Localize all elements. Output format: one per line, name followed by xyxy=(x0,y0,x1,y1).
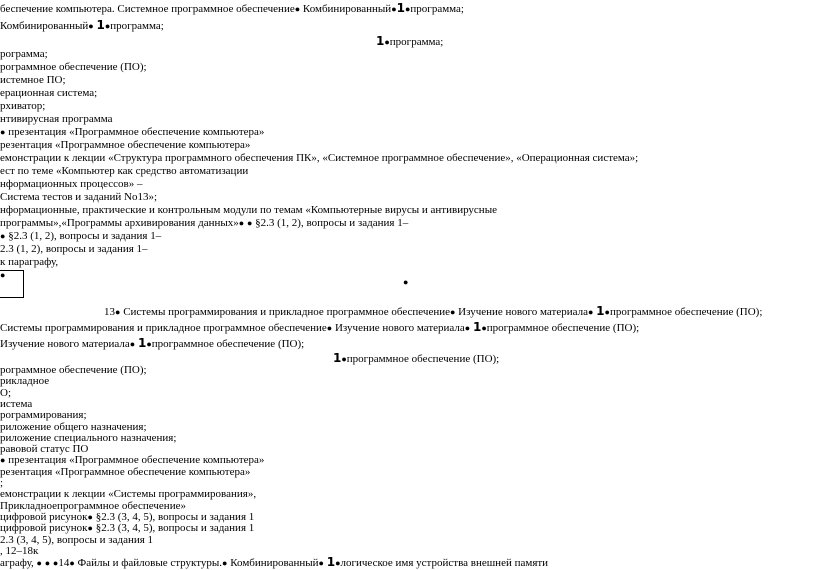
doc-line: Система тестов и заданий No13»; xyxy=(0,191,158,203)
bullet-icon: ● xyxy=(391,4,397,14)
bullet-icon: ● xyxy=(0,270,6,280)
doc-line: ерационная система; xyxy=(0,87,98,99)
table-cell-box xyxy=(0,270,24,298)
bullet-icon: ● xyxy=(69,558,75,568)
number-one-glyph: 1 xyxy=(596,304,605,318)
text-run: программное обеспечение (ПО); xyxy=(151,338,305,350)
doc-line xyxy=(0,19,164,33)
text-run: Файлы и файловые структуры. xyxy=(74,557,223,569)
doc-line: нтивирусная программа xyxy=(0,113,113,125)
text-run: 14 xyxy=(58,557,70,569)
doc-line: риложение общего назначения; xyxy=(0,421,147,433)
text-run: логическое имя устройства внешней памяти xyxy=(340,557,549,569)
number-one-glyph: 1 xyxy=(326,555,336,569)
doc-line: нформационные, практические и контрольным модули по темам «Компьютерные вирусы и антивирусные xyxy=(0,204,497,216)
text-run: программное обеспечение (ПО); xyxy=(609,306,763,318)
bullet-icon: ● xyxy=(104,21,111,31)
number-one-glyph: 1 xyxy=(96,18,105,32)
doc-line: 2.3 (1, 2), вопросы и задания 1– xyxy=(0,243,148,255)
doc-line xyxy=(0,556,548,570)
bullet-icon: ● xyxy=(449,307,456,317)
text-run: Комбинированный xyxy=(0,20,89,32)
doc-line xyxy=(0,126,264,139)
bullet-icon: ● xyxy=(0,231,6,241)
text-run: §2.3 (3, 4, 5), вопросы и задания 1 xyxy=(92,511,255,523)
bullet-icon: ● xyxy=(44,558,51,568)
doc-line xyxy=(0,2,464,16)
doc-line xyxy=(0,230,161,243)
text-run: аграфу, xyxy=(0,557,34,569)
doc-line xyxy=(0,337,304,351)
doc-line xyxy=(104,305,762,319)
doc-line: рограмма; xyxy=(0,48,48,60)
bullet-icon: ● xyxy=(587,307,594,317)
text-run: презентация «Программное обеспечение компьютера» xyxy=(5,454,265,466)
text-run: цифровой рисунок xyxy=(0,522,88,534)
number-one-glyph: 1 xyxy=(472,320,482,334)
bullet-icon: ● xyxy=(384,37,390,47)
doc-line: ; xyxy=(0,477,4,489)
bullet-icon: ● xyxy=(341,354,347,364)
bullet-icon: ● xyxy=(146,339,152,349)
text-run: программное обеспечение (ПО); xyxy=(486,322,640,334)
doc-line: резентация «Программное обеспечение компьютера» xyxy=(0,139,251,151)
doc-line: резентация «Программное обеспечение компьютера» xyxy=(0,466,251,478)
bullet-icon: ● xyxy=(246,218,253,228)
doc-line: ест по теме «Компьютер как средство автоматизации xyxy=(0,165,249,177)
number-one-glyph: 1 xyxy=(396,1,405,15)
doc-line: к параграфу, xyxy=(0,256,59,268)
doc-line: емонстрации к лекции «Системы программирования», xyxy=(0,488,257,500)
doc-line: емонстрации к лекции «Структура программного обеспечения ПК», «Системное программное обеспечение», «Операционная система»; xyxy=(0,152,639,164)
text-run: Системы программирования и прикладное программное обеспечение xyxy=(120,306,450,318)
number-one-glyph: 1 xyxy=(333,351,342,365)
bullet-icon: ● xyxy=(404,4,411,14)
doc-line: О; xyxy=(0,387,11,399)
text-run: Изучение нового материала xyxy=(455,306,588,318)
text-run: §2.3 (3, 4, 5), вопросы и задания 1 xyxy=(92,522,255,534)
doc-line: 2.3 (3, 4, 5), вопросы и задания 1 xyxy=(0,534,154,546)
bullet-icon: ● xyxy=(318,558,324,568)
doc-line: Прикладноепрограммное обеспечение» xyxy=(0,500,186,512)
text-run: Изучение нового материала xyxy=(0,338,130,350)
bullet-icon: ● xyxy=(87,523,93,533)
doc-line: рограммное обеспечение (ПО); xyxy=(0,364,147,376)
bullet-icon: ● xyxy=(604,307,610,317)
doc-line xyxy=(333,352,499,366)
bullet-icon: ● xyxy=(464,323,471,333)
doc-line xyxy=(376,35,443,49)
text-run: §2.3 (1, 2), вопросы и задания 1– xyxy=(252,217,409,229)
bullet-icon: ● xyxy=(326,323,333,333)
number-one-glyph: 1 xyxy=(376,34,385,48)
doc-line: равовой статус ПО xyxy=(0,443,89,455)
text-run: Комбинированный xyxy=(300,3,392,15)
doc-line: истема xyxy=(0,398,33,410)
doc-line: нформационных процессов» – xyxy=(0,178,143,190)
bullet-icon: ● xyxy=(0,127,6,137)
doc-line: рикладное xyxy=(0,375,50,387)
doc-line xyxy=(0,217,408,230)
text-run: Изучение нового материала xyxy=(332,322,465,334)
text-run: Комбинированный xyxy=(227,557,319,569)
text-run: Системы программирования и прикладное программное обеспечение xyxy=(0,322,327,334)
doc-line: рхиватор; xyxy=(0,100,46,112)
bullet-icon: ● xyxy=(0,455,6,465)
doc-line: рограммное обеспечение (ПО); xyxy=(0,61,147,73)
bullet-icon: ● xyxy=(294,4,301,14)
doc-line: рограммирования; xyxy=(0,409,87,421)
text-run: презентация «Программное обеспечение компьютера» xyxy=(5,126,265,138)
text-run: программа; xyxy=(110,20,164,32)
bullet-icon: ● xyxy=(87,512,93,522)
doc-line: истемное ПО; xyxy=(0,74,66,86)
number-one-glyph: 1 xyxy=(137,336,147,350)
bullet-icon: ● xyxy=(222,558,228,568)
bullet-icon: ● xyxy=(115,307,121,317)
bullet-icon: ● xyxy=(481,323,487,333)
bullet-icon: ● xyxy=(129,339,136,349)
text-run: цифровой рисунок xyxy=(0,511,88,523)
doc-line: риложение специального назначения; xyxy=(0,432,177,444)
bullet-icon: ● xyxy=(36,558,42,568)
doc-line: , 12–18к xyxy=(0,545,39,557)
bullet-icon: ● xyxy=(238,218,245,228)
text-run: программа; xyxy=(389,36,444,48)
bullet-icon: ● xyxy=(88,21,94,31)
text-run: программы»,«Программы архивирования данных» xyxy=(0,217,239,229)
text-run: §2.3 (1, 2), вопросы и задания 1– xyxy=(5,230,162,242)
text-run: беспечение компьютера. Системное программное обеспечение xyxy=(0,3,295,15)
bullet-icon: ● xyxy=(403,277,409,287)
doc-line xyxy=(0,321,639,335)
text-run: программное обеспечение (ПО); xyxy=(346,353,500,365)
text-run: программа; xyxy=(410,3,464,15)
text-run: 13 xyxy=(104,306,115,318)
bullet-icon: ● xyxy=(52,558,59,568)
bullet-icon: ● xyxy=(335,558,341,568)
